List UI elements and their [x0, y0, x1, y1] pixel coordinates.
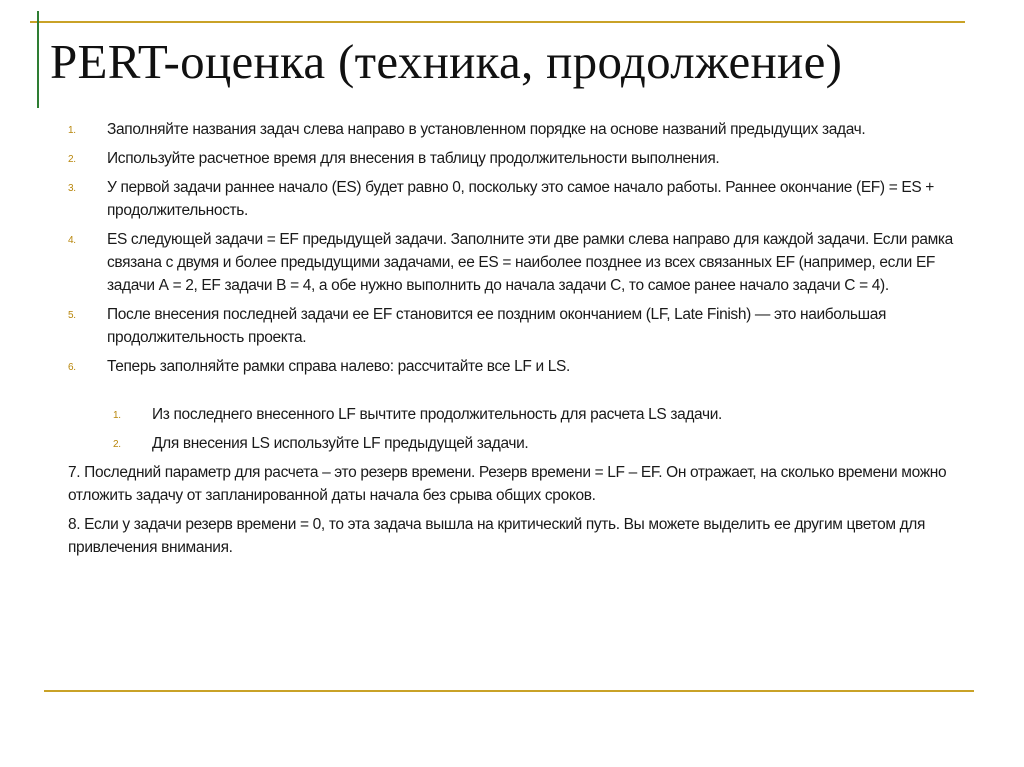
top-divider	[30, 21, 965, 23]
sub-list-item-text: Для внесения LS используйте LF предыдущей задачи.	[152, 435, 529, 452]
list-item-text: После внесения последней задачи ее EF становится ее поздним окончанием (LF, Late Finish) — это наибольшая продолжительность проекта.	[107, 306, 887, 346]
list-item-text: Теперь заполняйте рамки справа налево: рассчитайте все LF и LS.	[107, 358, 570, 375]
paragraph: 7. Последний параметр для расчета – это резерв времени. Резерв времени = LF – EF. Он отражает, на сколько времени можно отложить задачу от запланированной даты начала без срыва общих сроков.	[68, 464, 947, 504]
list-number: 1.	[68, 125, 76, 136]
sub-list-item	[68, 403, 968, 426]
list-item	[68, 147, 968, 170]
list-item	[68, 176, 968, 222]
list-number: 2.	[68, 154, 76, 165]
left-accent-line	[37, 11, 39, 108]
sub-list-item	[68, 432, 968, 455]
list-item-text: ES следующей задачи = EF предыдущей задачи. Заполните эти две рамки слева направо для каждой задачи. Если рамка связана с двумя и более предыдущими задачами, ее ES = наиболее позднее из всех связанных EF (например, если EF задачи А = 2, EF задачи В = 4, а обе нужно выполнить до начала задачи С, то самое ранее начало задачи С = 4).	[107, 231, 953, 294]
list-item-text: Заполняйте названия задач слева направо в установленном порядке на основе названий предыдущих задач.	[107, 121, 866, 138]
list-item	[68, 303, 968, 349]
slide-body	[68, 118, 968, 565]
list-item	[68, 118, 968, 141]
list-item	[68, 355, 968, 378]
list-number: 6.	[68, 362, 76, 373]
list-number: 4.	[68, 235, 76, 246]
list-item-text: Используйте расчетное время для внесения в таблицу продолжительности выполнения.	[107, 150, 720, 167]
page-title: PERT-оценка (техника, продолжение)	[50, 34, 843, 89]
list-item	[68, 228, 968, 297]
list-number: 3.	[68, 183, 76, 194]
list-number: 5.	[68, 310, 76, 321]
sub-list-item-text: Из последнего внесенного LF вычтите продолжительность для расчета LS задачи.	[152, 406, 722, 423]
list-item-text: У первой задачи раннее начало (ES) будет равно 0, поскольку это самое начало работы. Раннее окончание (EF) = ES + продолжительность.	[107, 179, 934, 219]
sub-list-number: 1.	[113, 410, 121, 421]
list-spacer	[68, 384, 968, 403]
sub-list-number: 2.	[113, 439, 121, 450]
paragraph: 8. Если у задачи резерв времени = 0, то эта задача вышла на критический путь. Вы можете выделить ее другим цветом для привлечения внимания.	[68, 516, 926, 556]
bottom-divider	[44, 690, 974, 692]
